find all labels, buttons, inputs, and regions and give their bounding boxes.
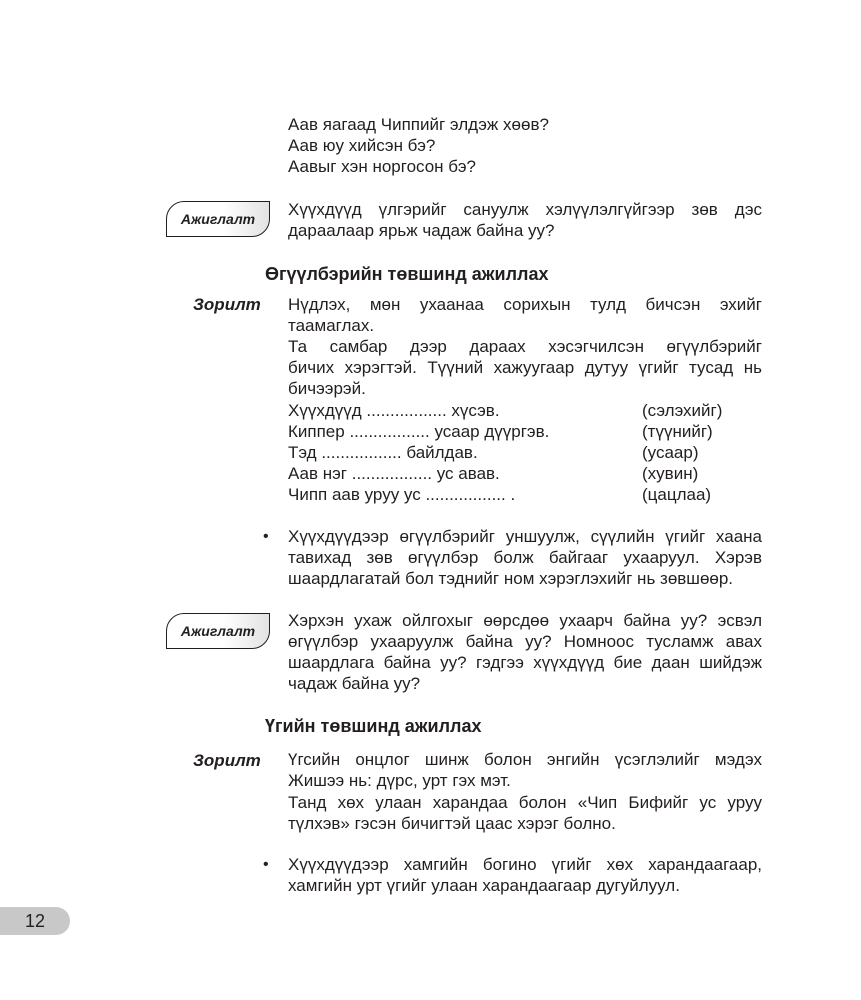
instruction-text: бичээрэй. xyxy=(288,379,366,398)
observation-text: өгүүлбэр ухааруулж байна уу? Номноос тусламж авах xyxy=(288,632,762,651)
bullet: • xyxy=(263,856,269,873)
exercise-word: (хувин) xyxy=(642,464,699,483)
bullet-text: Хүүхдүүдээр өгүүлбэрийг уншуулж, сүүлийн үгийг хаана xyxy=(288,527,762,546)
observation-text: дараалаар ярьж чадаж байна уу? xyxy=(288,221,555,240)
goal-text: Үгсийн онцлог шинж болон энгийн үсэглэлийг мэдэх xyxy=(288,750,762,769)
exercise-word: (сэлэхийг) xyxy=(642,401,723,420)
bullet-text: тавихад зөв өгүүлбэр болж байгааг ухааруул. Хэрэв xyxy=(288,548,762,567)
exercise-sentence: Чипп аав уруу ус ................. . xyxy=(288,485,516,504)
exercise-word: (цацлаа) xyxy=(642,485,712,504)
goal-text: Нүдлэх, мөн ухаанаа сорихын тулд бичсэн эхийг xyxy=(288,295,762,314)
question-line: Аавыг хэн норгосон бэ? xyxy=(288,157,476,176)
exercise-sentence: Тэд ................. байлдав. xyxy=(288,443,478,462)
bullet-text: хамгийн урт үгийг улаан харандаагаар дугуйлуул. xyxy=(288,876,680,895)
exercise-word: (түүнийг) xyxy=(642,422,713,441)
page-number: 12 xyxy=(0,907,70,935)
goal-text: түлхэв» гэсэн бичигтэй цаас хэрэг болно. xyxy=(288,814,616,833)
instruction-text: Та самбар дээр дараах хэсэгчилсэн өгүүлбэрийг xyxy=(288,337,762,356)
goal-text: Танд хөх улаан харандаа болон «Чип Бифийг ус уруу xyxy=(288,793,762,812)
goal-label: Зорилт xyxy=(193,751,261,770)
question-line: Аав юу хийсэн бэ? xyxy=(288,136,436,155)
bullet: • xyxy=(263,528,269,545)
observation-tag: Ажиглалт xyxy=(166,201,270,237)
exercise-sentence: Киппер ................. усаар дүүргэв. xyxy=(288,422,550,441)
observation-text: чадаж байна уу? xyxy=(288,674,421,693)
observation-tag: Ажиглалт xyxy=(166,613,270,649)
instruction-text: бичих хэрэгтэй. Түүний хажуугаар дутуу үгийг тусад нь xyxy=(288,358,762,377)
observation-text: Хүүхдүүд үлгэрийг сануулж хэлүүлэлгүйгээр зөв дэс xyxy=(288,200,762,219)
section-heading: Үгийн төвшинд ажиллах xyxy=(265,716,482,736)
exercise-sentence: Хүүхдүүд ................. хүсэв. xyxy=(288,401,500,420)
section-heading: Өгүүлбэрийн төвшинд ажиллах xyxy=(265,264,549,284)
goal-label: Зорилт xyxy=(193,295,261,314)
exercise-sentence: Аав нэг ................. ус авав. xyxy=(288,464,500,483)
goal-text: Жишээ нь: дүрс, урт гэх мэт. xyxy=(288,771,511,790)
observation-text: шаардлага байна уу? гэдгээ хүүхдүүд бие даан шийдэж xyxy=(288,653,762,672)
bullet-text: Хүүхдүүдээр хамгийн богино үгийг хөх харандаагаар, xyxy=(288,855,762,874)
exercise-word: (усаар) xyxy=(642,443,699,462)
goal-text: таамаглах. xyxy=(288,316,375,335)
observation-text: Хэрхэн ухаж ойлгохыг өөрсдөө ухаарч байна уу? эсвэл xyxy=(288,611,762,630)
bullet-text: шаардлагатай бол тэднийг ном хэрэглэхийг нь зөвшөөр. xyxy=(288,569,734,588)
question-line: Аав яагаад Чиппийг элдэж хөөв? xyxy=(288,115,549,134)
